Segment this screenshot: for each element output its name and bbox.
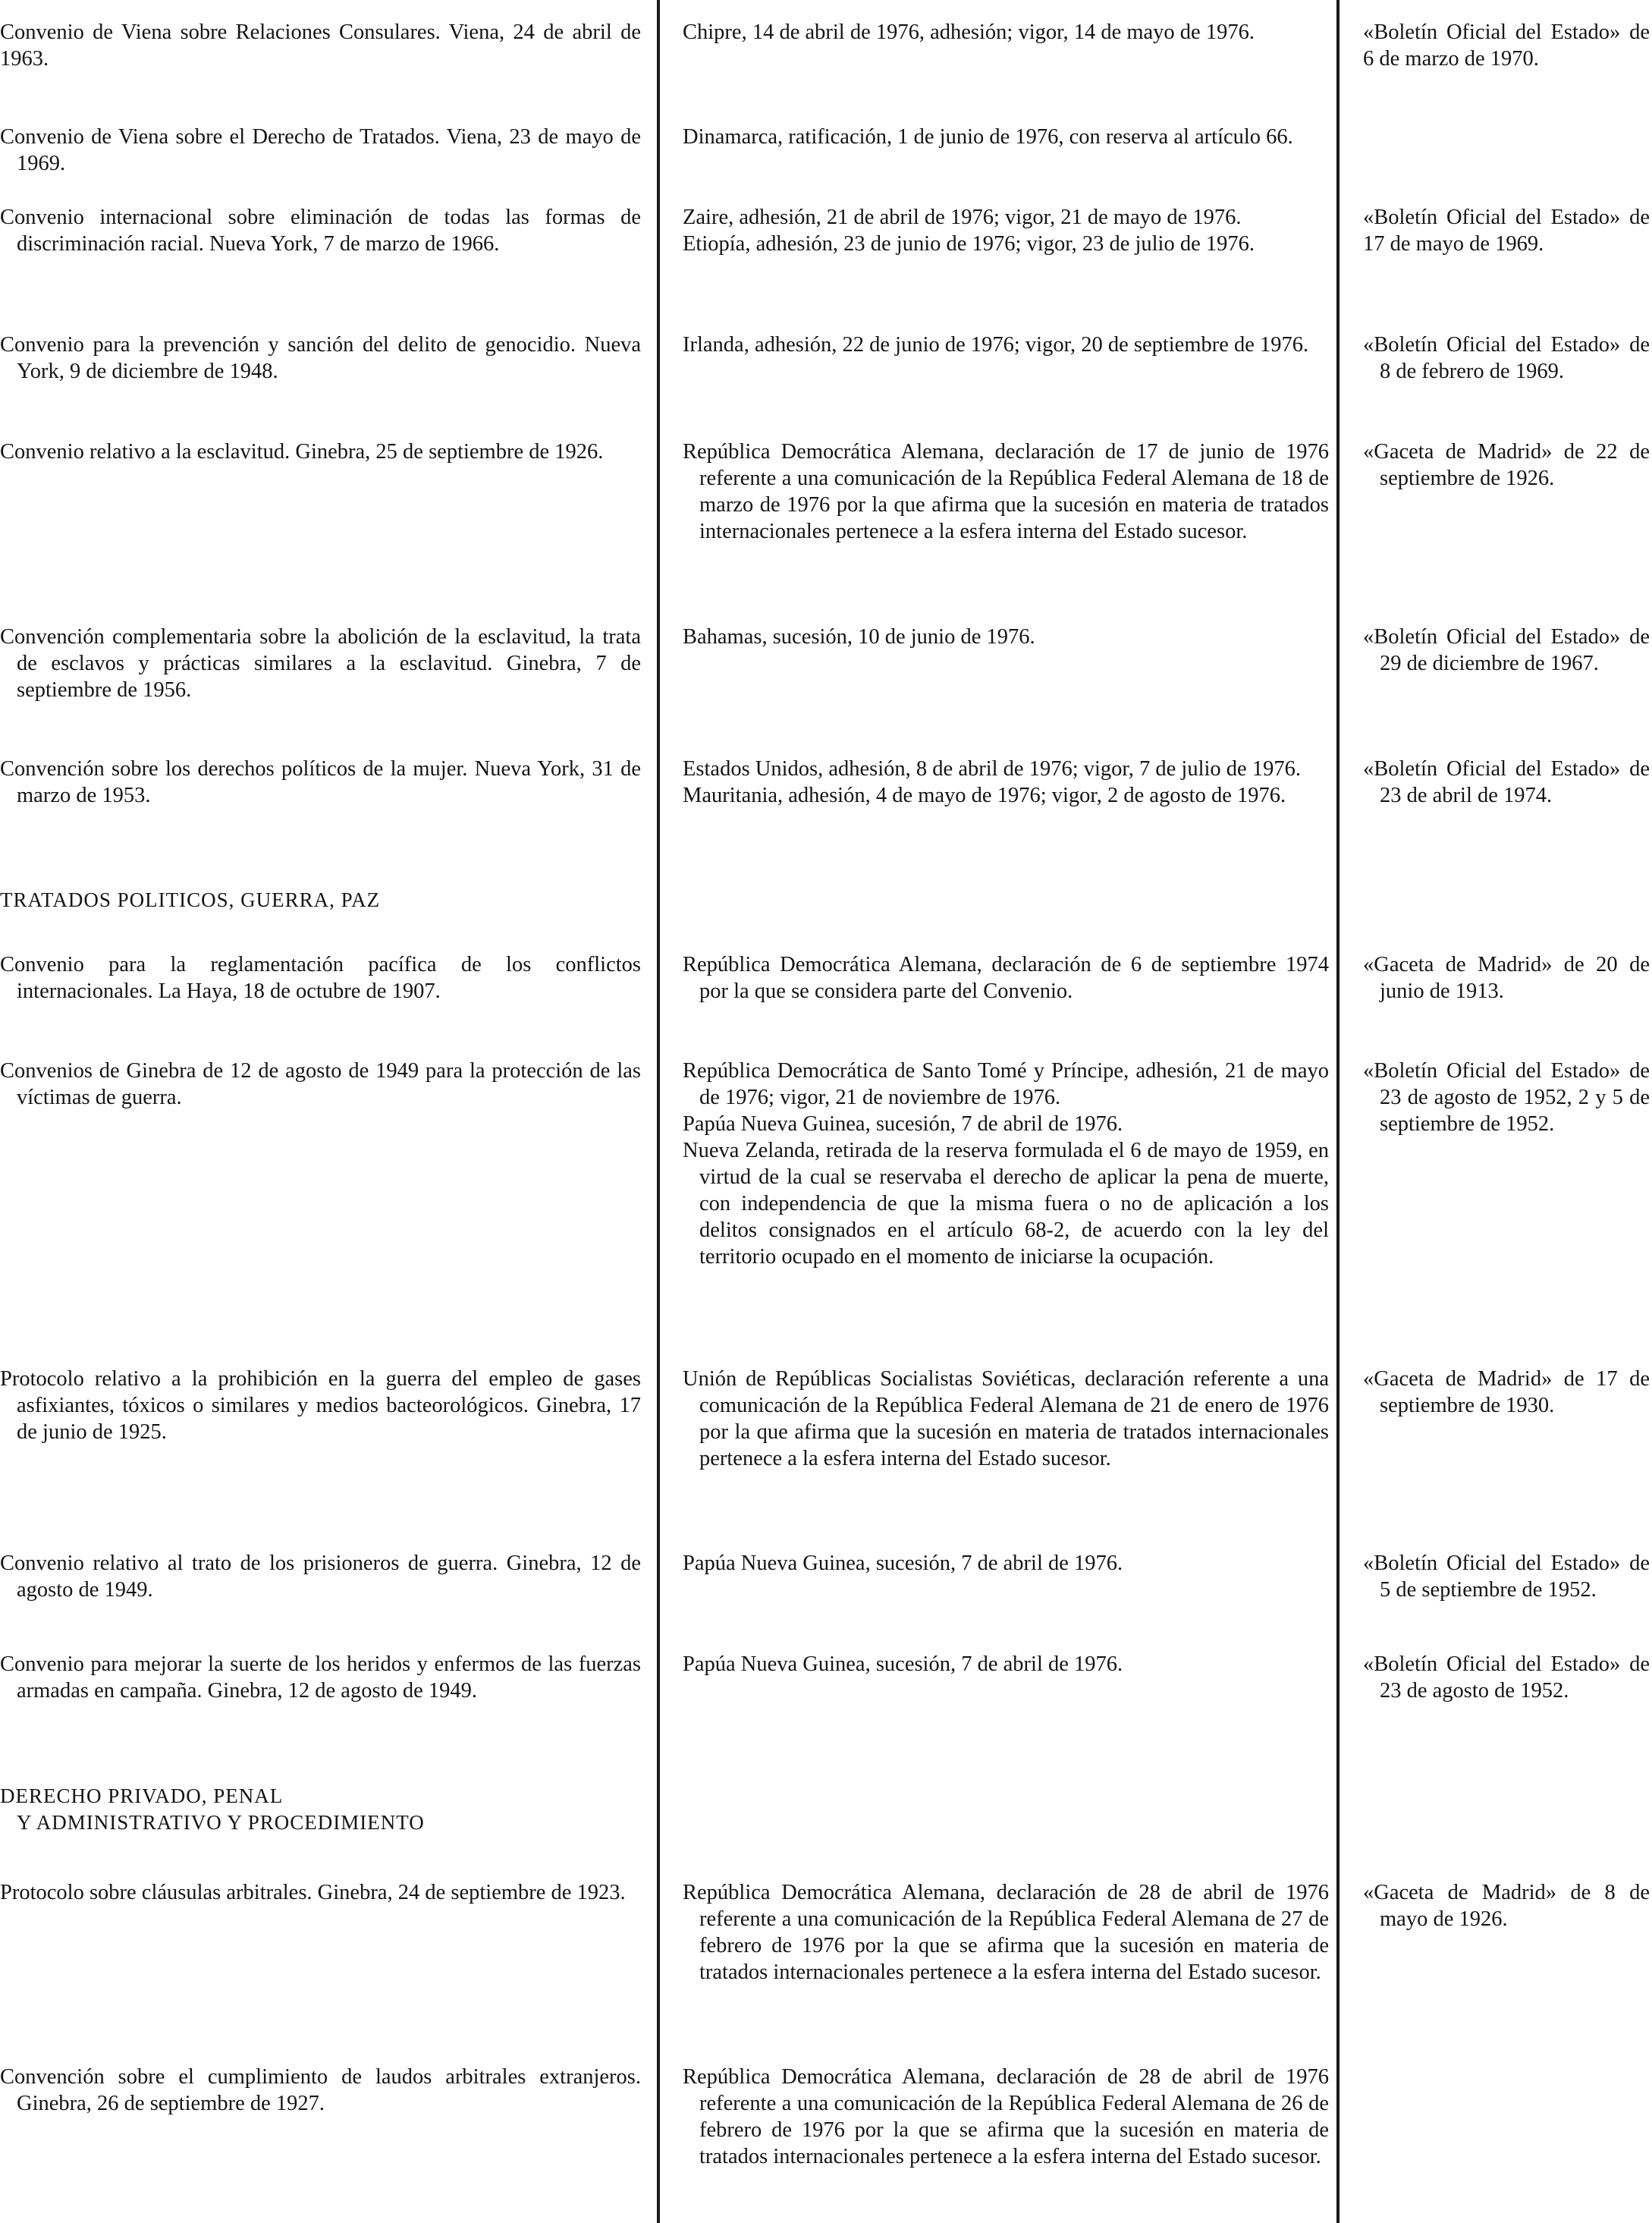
treaty-entry — [0, 439, 641, 465]
action-text: República Democrática Alemana, declaración de 28 de abril de 1976 referente a una comunicación de la República Federal Alemana de 26 de febrero de 1976 por la que se afirma que la sucesión en materia de tratados internacionales pertenece a la esfera interna del Estado sucesor. — [683, 2065, 1329, 2168]
action-text: Etiopía, adhesión, 23 de junio de 1976; vigor, 23 de julio de 1976. — [683, 232, 1255, 256]
treaty-text: Convenio para la prevención y sanción del delito de genocidio. Nueva York, 9 de diciembre de 1948. — [0, 333, 641, 383]
section-heading-text: Y ADMINISTRATIVO Y PROCEDIMIENTO — [17, 1811, 425, 1834]
action-entry — [683, 204, 1329, 257]
treaty-text: Convenios de Ginebra de 12 de agosto de 1949 para la protección de las víctimas de guerra. — [0, 1059, 641, 1109]
treaty-text: Protocolo relativo a la prohibición en la guerra del empleo de gases asfixiantes, tóxicos o similares y medios bacteorológicos. Ginebra, 17 de junio de 1925. — [0, 1367, 641, 1444]
action-text: Papúa Nueva Guinea, sucesión, 7 de abril de 1976. — [683, 1112, 1123, 1136]
treaty-entry — [0, 1058, 641, 1111]
publication-text: «Boletín Oficial del Estado» de 8 de febrero de 1969. — [1363, 333, 1650, 383]
treaty-text: Convenio para la reglamentación pacífica de los conflictos internacionales. La Haya, 18 de octubre de 1907. — [0, 953, 641, 1003]
action-entry — [683, 1651, 1329, 1677]
section-heading-text: TRATADOS POLITICOS, GUERRA, PAZ — [0, 888, 381, 911]
publication-entry — [1363, 204, 1650, 257]
publication-text: «Gaceta de Madrid» de 20 de junio de 1913. — [1363, 953, 1650, 1003]
action-text: República Democrática de Santo Tomé y Príncipe, adhesión, 21 de mayo de 1976; vigor, 21 de noviembre de 1976. — [683, 1059, 1329, 1109]
treaty-text: Convenio de Viena sobre Relaciones Consulares. Viena, 24 de abril de 1963. — [0, 20, 641, 71]
publication-entry — [1363, 1366, 1650, 1419]
publication-entry — [1363, 1550, 1650, 1603]
treaty-text: Convenio relativo a la esclavitud. Ginebra, 25 de septiembre de 1926. — [0, 440, 604, 464]
action-text: Chipre, 14 de abril de 1976, adhesión; vigor, 14 de mayo de 1976. — [683, 20, 1255, 44]
section-heading — [0, 887, 683, 913]
publication-entry — [1363, 951, 1650, 1005]
treaty-text: Convención sobre los derechos políticos de la mujer. Nueva York, 31 de marzo de 1953. — [0, 757, 641, 807]
publication-text: «Boletín Oficial del Estado» de 17 de mayo de 1969. — [1363, 206, 1650, 256]
publication-entry — [1363, 624, 1650, 677]
action-entry — [683, 124, 1329, 150]
treaty-entry — [0, 204, 641, 257]
action-entry — [683, 756, 1329, 809]
action-text: Estados Unidos, adhesión, 8 de abril de 1976; vigor, 7 de julio de 1976. — [683, 757, 1301, 781]
action-entry — [683, 1058, 1329, 1270]
action-text: Zaire, adhesión, 21 de abril de 1976; vigor, 21 de mayo de 1976. — [683, 206, 1242, 229]
action-text: Bahamas, sucesión, 10 de junio de 1976. — [683, 625, 1035, 649]
publication-text: «Boletín Oficial del Estado» de 5 de septiembre de 1952. — [1363, 1552, 1650, 1602]
treaty-text: Convención sobre el cumplimiento de laudos arbitrales extranjeros. Ginebra, 26 de septiembre de 1927. — [0, 2065, 641, 2115]
treaty-entry — [0, 1366, 641, 1445]
action-text: Papúa Nueva Guinea, sucesión, 7 de abril de 1976. — [683, 1652, 1123, 1676]
action-entry — [683, 1550, 1329, 1577]
column-rule-left — [657, 0, 660, 2223]
action-entry — [683, 1879, 1329, 1986]
publication-entry — [1363, 1651, 1650, 1704]
action-text: Papúa Nueva Guinea, sucesión, 7 de abril de 1976. — [683, 1552, 1123, 1575]
action-entry — [683, 1366, 1329, 1472]
publication-text: «Gaceta de Madrid» de 22 de septiembre de 1926. — [1363, 440, 1650, 490]
action-entry — [683, 332, 1329, 358]
treaty-text: Convenio de Viena sobre el Derecho de Tratados. Viena, 23 de mayo de 1969. — [0, 125, 641, 175]
treaty-entry — [0, 756, 641, 809]
treaty-text: Convenio internacional sobre eliminación de todas las formas de discriminación racial. Nueva York, 7 de marzo de 1966. — [0, 206, 641, 256]
publication-entry — [1363, 756, 1650, 809]
action-text: Dinamarca, ratificación, 1 de junio de 1976, con reserva al artículo 66. — [683, 125, 1293, 149]
action-text: Irlanda, adhesión, 22 de junio de 1976; vigor, 20 de septiembre de 1976. — [683, 333, 1309, 357]
publication-text: «Boletín Oficial del Estado» de 6 de marzo de 1970. — [1363, 20, 1650, 71]
publication-text: «Gaceta de Madrid» de 8 de mayo de 1926. — [1363, 1881, 1650, 1931]
treaty-entry — [0, 1651, 641, 1704]
publication-text: «Boletín Oficial del Estado» de 23 de agosto de 1952. — [1363, 1652, 1650, 1703]
treaty-text: Convenio para mejorar la suerte de los heridos y enfermos de las fuerzas armadas en campaña. Ginebra, 12 de agosto de 1949. — [0, 1652, 641, 1703]
treaty-entry — [0, 2064, 641, 2117]
treaty-entry — [0, 124, 641, 177]
treaty-entry — [0, 951, 641, 1005]
action-text: República Democrática Alemana, declaración de 17 de junio de 1976 referente a una comunicación de la República Federal Alemana de 18 de marzo de 1976 por la que afirma que la sucesión en materia de tratados internacionales pertenece a la esfera interna del Estado sucesor. — [683, 440, 1329, 543]
treaty-text: Convenio relativo al trato de los prisioneros de guerra. Ginebra, 12 de agosto de 1949. — [0, 1552, 641, 1602]
treaty-entry — [0, 1550, 641, 1603]
publication-entry — [1363, 1058, 1650, 1137]
action-text: Nueva Zelanda, retirada de la reserva formulada el 6 de mayo de 1959, en virtud de la cual se reservaba el derecho de aplicar la pena de muerte, con independencia de que la misma fuera o no de aplicación a los delitos consignados en el artículo 68-2, de acuerdo con la ley del territorio ocupado en el momento de iniciarse la ocupación. — [683, 1139, 1329, 1269]
action-text: República Democrática Alemana, declaración de 6 de septiembre 1974 por la que se considera parte del Convenio. — [683, 953, 1329, 1003]
action-entry — [683, 624, 1329, 650]
publication-entry — [1363, 19, 1650, 72]
action-text: Mauritania, adhesión, 4 de mayo de 1976; vigor, 2 de agosto de 1976. — [683, 784, 1286, 807]
publication-text: «Boletín Oficial del Estado» de 23 de agosto de 1952, 2 y 5 de septiembre de 1952. — [1363, 1059, 1650, 1136]
action-entry — [683, 2064, 1329, 2170]
treaty-entry — [0, 332, 641, 385]
treaty-entry — [0, 1879, 641, 1906]
publication-entry — [1363, 439, 1650, 492]
treaty-text: Protocolo sobre cláusulas arbitrales. Ginebra, 24 de septiembre de 1923. — [0, 1881, 626, 1904]
publication-entry — [1363, 332, 1650, 385]
action-text: Unión de Repúblicas Socialistas Soviéticas, declaración referente a una comunicación de la República Federal Alemana de 21 de enero de 1976 por la que afirma que la sucesión en materia de tratados internacionales pertenece a la esfera interna del Estado sucesor. — [683, 1367, 1329, 1470]
treaty-text: Convención complementaria sobre la abolición de la esclavitud, la trata de esclavos y prácticas similares a la esclavitud. Ginebra, 7 de septiembre de 1956. — [0, 625, 641, 702]
action-entry — [683, 951, 1329, 1005]
section-heading — [0, 1783, 683, 1836]
action-entry — [683, 19, 1329, 46]
column-rule-right — [1336, 0, 1340, 2223]
treaty-entry — [0, 19, 641, 72]
section-heading-text: DERECHO PRIVADO, PENAL — [0, 1784, 284, 1807]
action-entry — [683, 439, 1329, 545]
publication-text: «Boletín Oficial del Estado» de 23 de abril de 1974. — [1363, 757, 1650, 807]
treaty-entry — [0, 624, 641, 703]
publication-text: «Boletín Oficial del Estado» de 29 de diciembre de 1967. — [1363, 625, 1650, 675]
publication-text: «Gaceta de Madrid» de 17 de septiembre de 1930. — [1363, 1367, 1650, 1417]
publication-entry — [1363, 1879, 1650, 1932]
action-text: República Democrática Alemana, declaración de 28 de abril de 1976 referente a una comunicación de la República Federal Alemana de 27 de febrero de 1976 por la que se afirma que la sucesión en materia de tratados internacionales pertenece a la esfera interna del Estado sucesor. — [683, 1881, 1329, 1984]
